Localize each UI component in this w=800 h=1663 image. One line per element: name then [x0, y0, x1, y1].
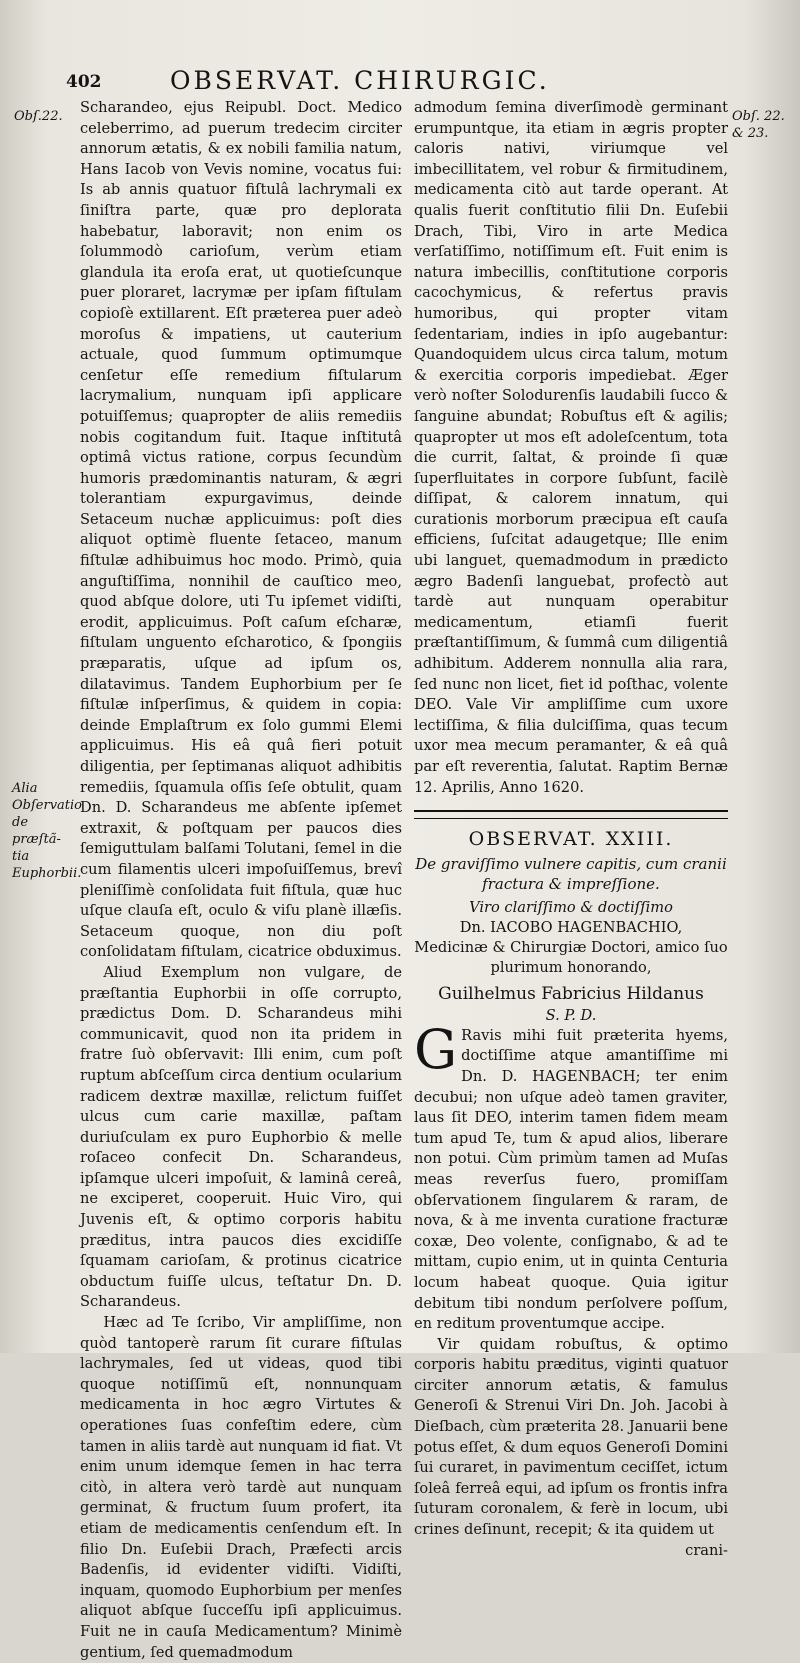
paragraph: Scharandeo, ejus Reipubl. Doct. Medico celeberrimo, ad puerum tredecim circiter annorum ætatis, & ex nobili familia natum, Hans Iacob von Vevis nomine, vocatus fui: Is ab annis quatuor fiſtulâ lachrymali ex ſiniſtra parte, quæ pro deplorata habebatur, laboravit; non enim os ſolummodò carioſum, verùm etiam glandula ita eroſa erat, ut quotieſcunque puer ploraret, lacrymæ per ipſam fiſtulam copioſè extillarent. Eſt præterea puer adeò moroſus & impatiens, ut cauterium actuale, quod ſummum optimumque cenſetur eſſe remedium fiſtularum lacrymalium, nunquam ipſi applicare potuiſſemus; quapropter de aliis remediis nobis cogitandum fuit. Itaque inſtitutâ optimâ victus ratione, corpus ſecundùm humoris prædominantis naturam, & ægri tolerantiam expurgavimus, deinde Setaceum nuchæ applicuimus: poſt dies aliquot optimè fluente ſetaceo, manum fiſtulæ adhibuimus hoc modo. Primò, quia anguſtiſſima, nonnihil de cauſtico meo, quod abſque dolore, uti Tu ipſemet vidiſti, erodit, applicuimus. Poſt caſum eſcharæ, fiſtulam unguento eſcharotico, & ſpongiis præparatis, uſque ad ipſum os, dilatavimus. Tandem Euphorbium per ſe fiſtulæ inſperſimus, & quidem in copia: deinde Emplaſtrum ex ſolo gummi Elemi applicuimus. His eâ quâ fieri potuit diligentia, per ſeptimanas aliquot adhibitis remediis, ſquamula oſſis ſeſe obtulit, quam Dn. D. Scharandeus me abſente ipſemet extraxit, & poſtquam per paucos dies ſemiguttulam balſami Tolutani, ſemel in die cum filamentis ulceri impoſuiſſemus, brevî pleniſſimè conſolidata fuit fiſtula, quæ huc uſque clauſa eſt, oculo & viſu planè illæſis. Setaceum quoque, non diu poſt conſolidatam fiſtulam, cicatrice obduximus.	[80, 99, 402, 961]
margin-note-obs22: Obſ.22.	[14, 109, 63, 124]
author-name: Guilhelmus Fabricius Hildanus	[438, 983, 704, 1004]
dedication-line: Viro clariſſimo & doctiſſimo	[469, 898, 673, 916]
page-number: 402	[66, 72, 102, 92]
letter-text: Ravis mihi fuit præterita hyems, doctiſſime atque amantiſſime mi Dn. D. HAGENBACH; ter enim decubui; non uſque adeò tamen graviter, laus ſit DEO, interim tamen fidem meam tum apud Te, tum & apud alios, liberare non potui. Cùm primùm tamen ad Muſas meas reverſus fuero, promiſſam obſervationem ſingularem & raram, de nova, & à me inventa curatione fracturæ coxæ, Deo volente, conſignabo, & ad te mittam, cupio enim, ut in quinta Centuria locum habeat quoque. Quia igitur debitum tibi nondum perſolvere poſſum, en reditum proventumque accipe.	[414, 1026, 728, 1333]
right-column	[414, 98, 728, 1561]
drop-capital: G	[414, 1017, 458, 1081]
letter-paragraph	[414, 1017, 728, 1335]
observation-title: OBSERVAT. XXIII.	[468, 828, 674, 851]
paragraph: admodum ſemina diverſimodè germinant erumpuntque, ita etiam in ægris propter caloris nativi, viriumque vel imbecillitatem, vel robur & firmitudinem, medicamenta citò aut tarde operant. At qualis fuerit conſtitutio filii Dn. Euſebii Drach, Tibi, Viro in arte Medica verſatiſſimo, notiſſimum eſt. Fuit enim is natura imbecillis, conſtitutione corporis cacochymicus, & refertus pravis humoribus, qui propter vitam ſedentariam, indies in ipſo augebantur: Quandoquidem ulcus circa talum, motum & exercitia corporis impediebat. Æger verò noſter Solodurenſis laudabili ſucco & ſanguine abundat; Robuſtus eſt & agilis; quapropter ut mos eſt adoleſcentum, tota die currit, ſaltat, & proinde ſi quæ ſuperfluitates in corpore ſubſunt, facilè diſſipat, & calorem innatum, qui curationis morborum præcipua eſt cauſa efficiens, ſuſcitat adaugetque; Ille enim ubi languet, quemadmodum in prædicto ægro Badenſi languebat, profectò aut tardè aut nunquam operabitur medicamentum, etiamſi fuerit præſtantiſſimum, & ſummâ cum diligentiâ adhibitum. Adderem nonnulla alia rara, ſed nunc non licet, fiet id poſthac, volente DEO. Vale Vir ampliſſime cum uxore lectiſſima, & filia dulciſſima, quas tecum uxor mea mecum peramanter, & eâ quâ par eſt reverentia, ſalutat. Raptim Bernæ 12. Aprilis, Anno 1620.	[414, 99, 728, 796]
salutation: S. P. D.	[545, 1006, 597, 1024]
left-column	[80, 98, 402, 1663]
margin-note-obs22-23: Obſ. 22. & 23.	[732, 109, 785, 141]
running-head: OBSERVAT. CHIRURGIC.	[170, 66, 550, 95]
paragraph: Hæc ad Te ſcribo, Vir ampliſſime, non quòd tantoperè rarum ſit curare fiſtulas lachrymales, ſed ut videas, quod tibi quoque notiſſimũ eſt, nonnunquam medicamenta in hoc ægro Virtutes & operationes ſuas confeſtim edere, cùm tamen in aliis tardè aut nunquam id fiat. Vt enim unum idemque ſemen in hac terra citò, in altera verò tardè aut nunquam germinat, & fructum ſuum profert, ita etiam de medicamentis cenſendum eſt. In filio Dn. Euſebii Drach, Præfecti arcis Badenſis, id evidenter vidiſti. Vidiſti, inquam, quomodo Euphorbium per menſes aliquot abſque ſucceſſu ipſi applicuimus. Fuit ne in cauſa Medicamentum? Minimè gentium, ſed quemadmodum	[80, 1314, 402, 1661]
dedication-title: Medicinæ & Chirurgiæ Doctori, amico ſuo plurimum honorando,	[414, 938, 728, 976]
section-rule	[414, 810, 728, 819]
paragraph: Vir quidam robuſtus, & optimo corporis habitu præditus, viginti quatuor circiter annorum ætatis, & famulus Generoſi & Strenui Viri Dn. Joh. Jacobi à Dieſbach, cùm præterita 28. Januarii bene potus eſſet, & dum equos Generoſi Domini ſui curaret, in pavimentum ceciſſet, ictum ſoleâ ferreâ equi, ad ipſum os frontis infra ſuturam coronalem, & ferè in locum, ubi crines deſinunt, recepit; & ita quidem ut	[414, 1335, 728, 1539]
dedication-name: Dn. IACOBO HAGENBACHIO,	[459, 918, 683, 936]
observation-subtitle: De graviſſimo vulnere capitis, cum cranii fractura & impreſſione.	[415, 854, 727, 893]
margin-note-euphorbium: Alia Obſervatio de præſtã‐tia Euphorbii.	[12, 781, 83, 881]
catchword: crani-	[685, 1541, 728, 1559]
paragraph: Aliud Exemplum non vulgare, de præſtantia Euphorbii in oſſe corrupto, prædictus Dom. D. Scharandeus mihi communicavit, quod non ita pridem in fratre ſuò obſervavit: Illi enim, cum poſt ruptum abſceſſum circa dentium ocularium radicem dextræ maxillæ, relictum fuiſſet ulcus cum carie maxillæ, paſtam duriuſculam ex puro Euphorbio & melle roſaceo confecit Dn. Scharandeus, ipſamque ulceri impoſuit, & laminâ cereâ, ne exciperet, cooperuit. Huic Viro, qui Juvenis eſt, & optimo corporis habitu præditus, intra paucos dies excidiſſe ſquamam carioſam, & protinus cicatrice obductum fuiſſe ulcus, teſtatur Dn. D. Scharandeus.	[80, 963, 402, 1311]
